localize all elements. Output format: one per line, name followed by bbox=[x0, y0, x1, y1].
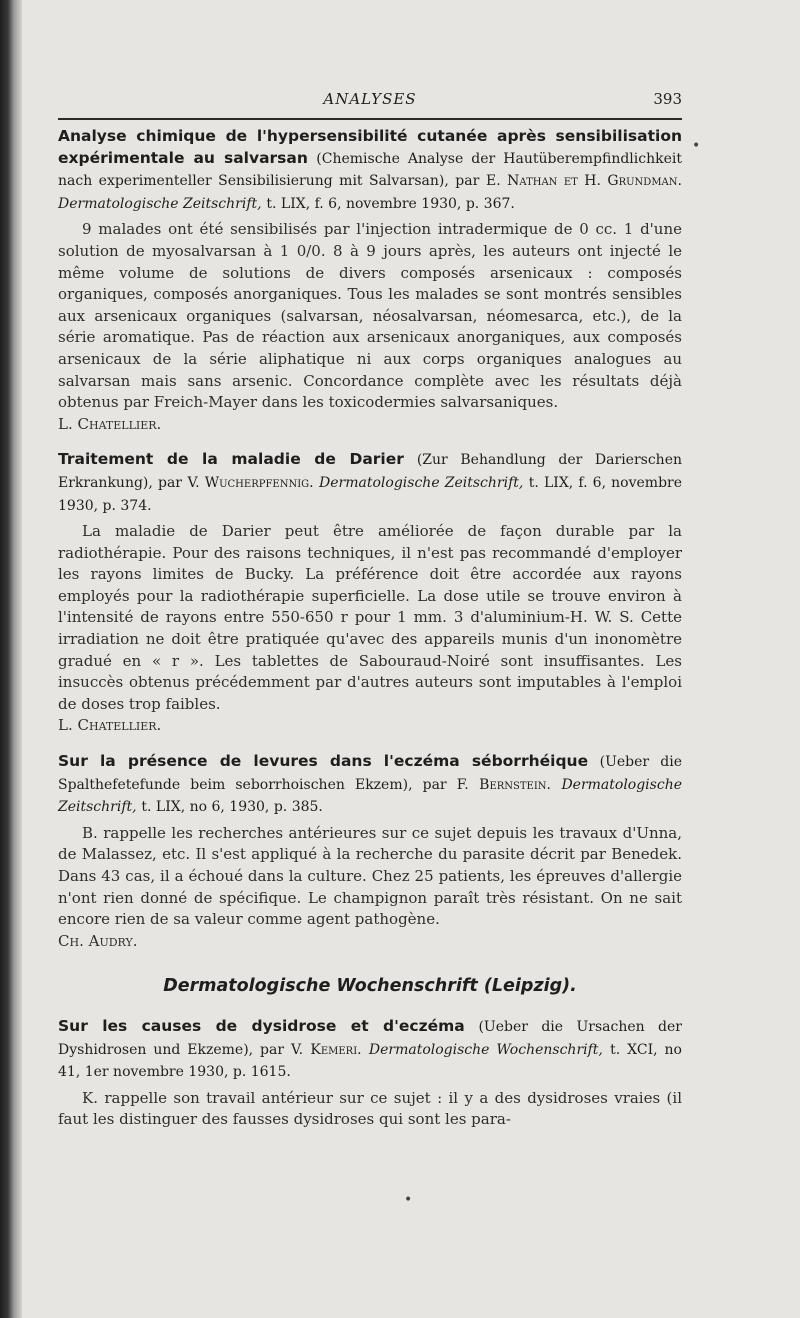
article-title: Sur les causes de dysidrose et d'eczéma bbox=[58, 1016, 465, 1035]
print-speck: • bbox=[404, 1192, 413, 1208]
article-levures bbox=[58, 751, 682, 952]
article-signature: L. Chatellier. bbox=[58, 414, 162, 433]
article-signature: L. Chatellier. bbox=[58, 716, 162, 735]
article-citation: t. XCI, no 41, 1er novembre 1930, p. 1615. bbox=[58, 1041, 682, 1081]
running-title: ANALYSES bbox=[323, 90, 417, 108]
article-body: 9 malades ont été sensibilisés par l'injection intradermique de 0 cc. 1 d'une solution de myosalvarsan à 1 0/0. 8 à 9 jours après, les auteurs ont injecté le même volume de solutions de divers composés arsenicaux : composés organiques, composés anorganiques. Tous les malades se sont montrés sensibles aux arsenicaux organiques (salvarsan, néosalvarsan, néomesarca, etc.), de la série aromatique. Pas de réaction aux arsenicaux anorganiques, aux composés arsenicaux de la série aliphatique ni aux corps organiques analogues au salvarsan mais sans arsenic. Concordance complète avec les résultats déjà obtenus par Freich-Mayer dans les toxicodermies salvarsaniques. bbox=[58, 220, 682, 412]
article-title: Traitement de la maladie de Darier bbox=[58, 450, 404, 469]
article-citation: t. LIX, no 6, 1930, p. 385. bbox=[141, 799, 323, 816]
running-head bbox=[58, 90, 682, 114]
article-journal: Dermatologische Zeitschrift, bbox=[58, 195, 262, 212]
article-body: La maladie de Darier peut être améliorée de façon durable par la radiothérapie. Pour des raisons techniques, il n'est pas recommandé d'employer les rayons limites de Bucky. La préférence doit être accordée aux rayons employés pour la radiothérapie superficielle. La dose utile se trouve environ à l'intensité de rayons entre 550-650 r pour 1 mm. 3 d'aluminium-H. W. S. Cette irradiation ne doit être pratiquée qu'avec des appareils munis d'un inonomètre gradué en « r ». Les tablettes de Sabouraud-Noiré sont insuffisantes. Les insuccès obtenus précédemment par d'autres auteurs sont imputables à l'emploi de doses trop faibles. bbox=[58, 522, 682, 713]
article-heading bbox=[58, 1016, 682, 1084]
article-dysidrose bbox=[58, 1016, 682, 1131]
book-spine-shadow bbox=[0, 0, 22, 1318]
article-body: K. rappelle son travail antérieur sur ce sujet : il y a des dysidroses vraies (il faut les distinguer des fausses dysidroses qui sont les para- bbox=[58, 1088, 682, 1129]
article-title: Analyse chimique de l'hypersensibilité cutanée après sensibilisation expérimentale au salvarsan bbox=[58, 127, 682, 167]
article-source: (Ueber die Ursachen der Dyshidrosen und Ekzeme), par V. bbox=[58, 1018, 682, 1058]
article-source: (Ueber die Spalthefetefunde beim seborrhoischen Ekzem), par F. bbox=[58, 754, 682, 793]
section-title: Dermatologische Wochenschrift (Leipzig). bbox=[163, 976, 577, 997]
article-heading bbox=[58, 751, 682, 819]
article-authors: V. Wucherpfennig. bbox=[187, 474, 314, 491]
article-heading bbox=[58, 126, 682, 215]
article-source: (Chemische Analyse der Hautüberempfindlichkeit nach experimenteller Sensibilisierung mit Salvarsan), par bbox=[58, 150, 682, 190]
header-rule bbox=[58, 118, 682, 120]
article-salvarsan bbox=[58, 126, 682, 435]
page bbox=[58, 0, 682, 1318]
article-authors: E. Nathan et H. Grundman. bbox=[486, 173, 682, 190]
article-citation: t. LIX, f. 6, novembre 1930, p. 367. bbox=[266, 195, 515, 212]
article-signature: Ch. Audry. bbox=[58, 931, 138, 950]
article-authors: Kemeri. bbox=[310, 1041, 362, 1058]
article-journal: Dermatologische Zeitschrift, bbox=[58, 776, 682, 816]
article-body: B. rappelle les recherches antérieures sur ce sujet depuis les travaux d'Unna, de Malassez, etc. Il s'est appliqué à la recherche du parasite décrit par Benedek. Dans 43 cas, il a échoué dans la culture. Chez 25 patients, les épreuves d'allergie n'ont rien donné de spécifique. Le champignon paraît très résistant. On ne sait encore rien de sa valeur comme agent pathogène. bbox=[58, 823, 682, 929]
page-number: 393 bbox=[653, 90, 682, 108]
article-citation: t. LIX, f. 6, novembre 1930, p. 374. bbox=[58, 474, 683, 514]
article-journal: Dermatologische Wochenschrift, bbox=[368, 1041, 603, 1058]
page-content bbox=[58, 126, 682, 1145]
article-source: (Zur Behandlung der Darierschen Erkrankung), par bbox=[58, 452, 682, 491]
article-title: Sur la présence de levures dans l'eczéma séborrhéique bbox=[58, 752, 589, 771]
article-authors: Bernstein. bbox=[479, 776, 551, 793]
article-heading bbox=[58, 449, 682, 517]
margin-mark: • bbox=[692, 138, 701, 154]
article-darier bbox=[58, 449, 682, 737]
article-journal: Dermatologische Zeitschrift, bbox=[319, 474, 524, 491]
